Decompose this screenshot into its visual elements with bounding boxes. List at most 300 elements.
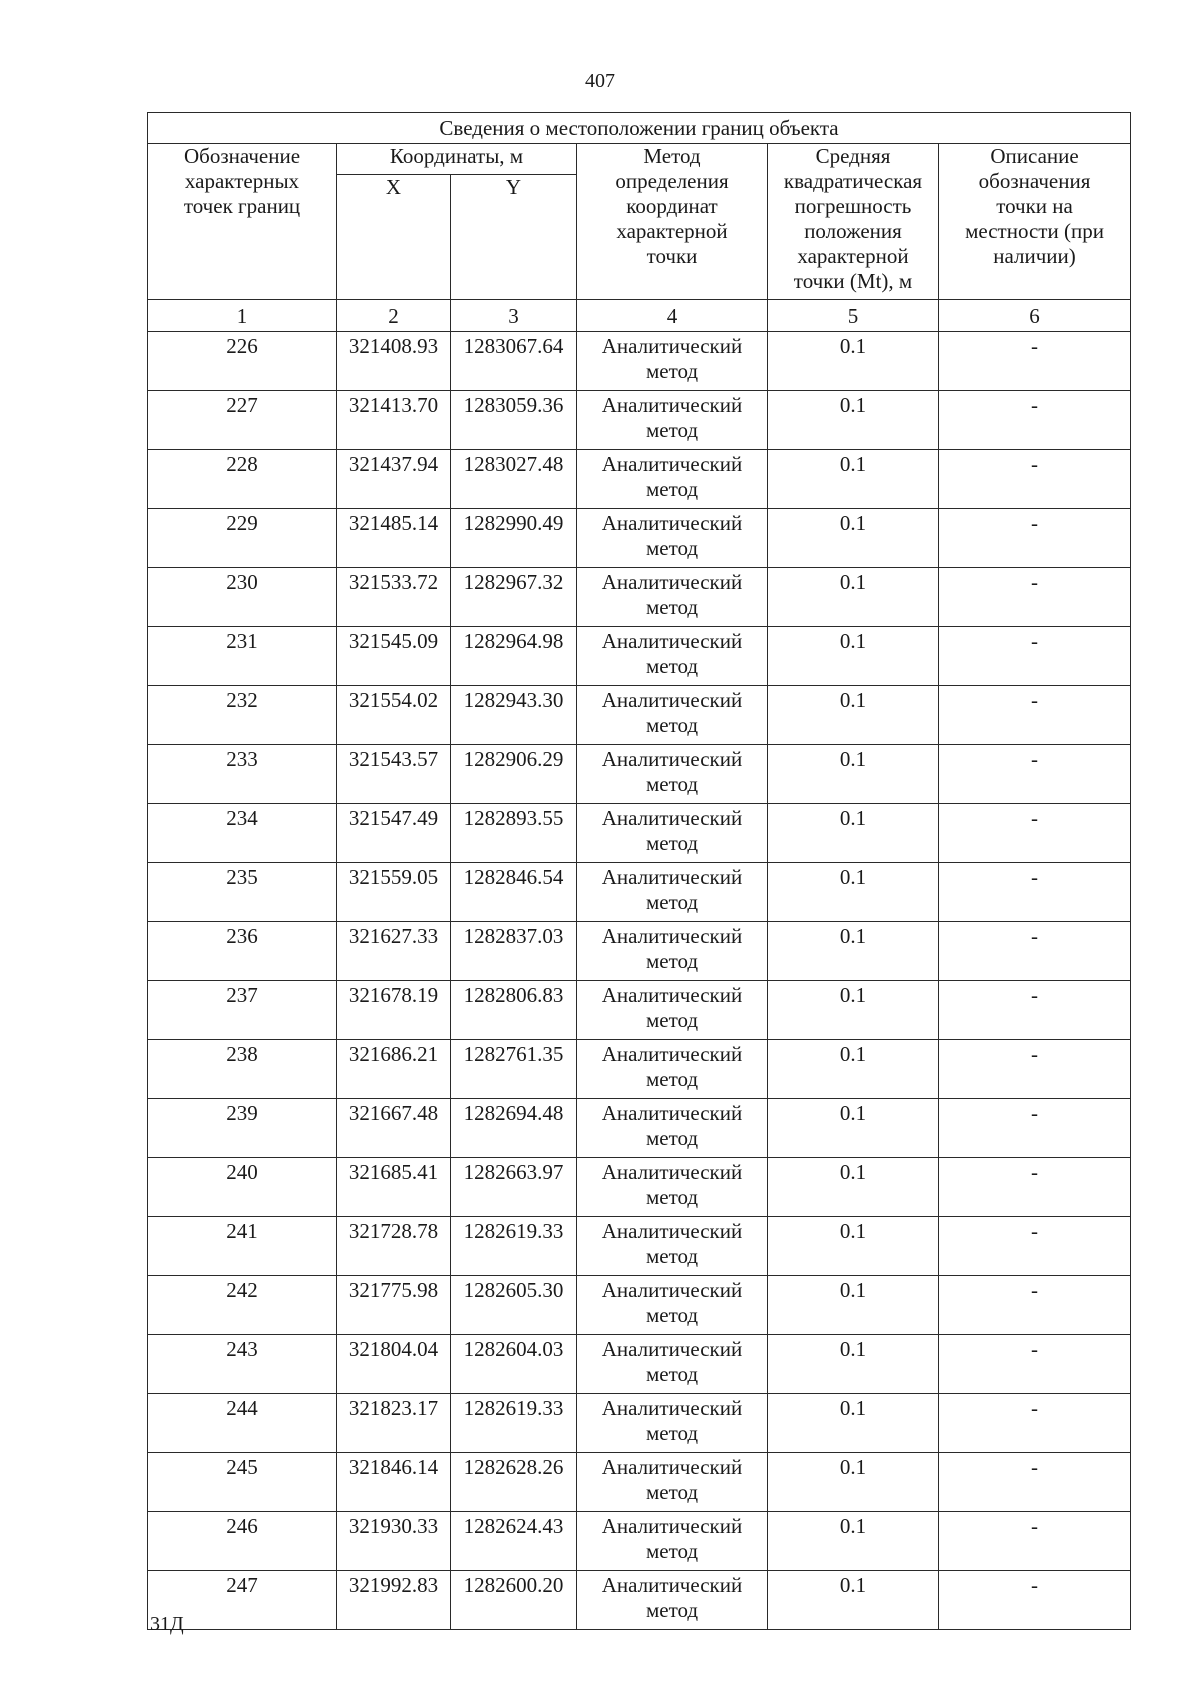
- table-row: [148, 745, 1131, 804]
- header-y: Y: [451, 175, 577, 300]
- cell-method-text: Аналитический метод: [601, 393, 743, 442]
- cell-method-text: Аналитический метод: [601, 1573, 743, 1622]
- cell-x-text: 321804.04: [348, 1337, 439, 1361]
- cell-point: [148, 509, 337, 568]
- cell-error-text: 0.1: [839, 688, 867, 712]
- cell-error: [768, 450, 939, 509]
- cell-y: [451, 568, 577, 627]
- cell-description: [939, 391, 1131, 450]
- cell-description: [939, 1512, 1131, 1571]
- cell-description-text: -: [1031, 806, 1039, 830]
- cell-description: [939, 1217, 1131, 1276]
- cell-y: [451, 863, 577, 922]
- cell-point-text: 230: [226, 570, 258, 594]
- table-row: [148, 1158, 1131, 1217]
- cell-x: [337, 745, 451, 804]
- cell-point: [148, 391, 337, 450]
- cell-y: [451, 509, 577, 568]
- cell-x: [337, 1158, 451, 1217]
- cell-y: [451, 391, 577, 450]
- cell-error-text: 0.1: [839, 393, 867, 417]
- cell-point-text: 228: [226, 452, 258, 476]
- cell-y-text: 1282964.98: [463, 629, 564, 653]
- cell-error-text: 0.1: [839, 1101, 867, 1125]
- cell-x-text: 321485.14: [348, 511, 439, 535]
- header-error: [768, 144, 939, 300]
- cell-method: [577, 1217, 768, 1276]
- cell-error-text: 0.1: [839, 1278, 867, 1302]
- cell-point: [148, 981, 337, 1040]
- header-description-label: Описание обозначения точки на местности (при наличии): [965, 144, 1104, 268]
- table-row: [148, 804, 1131, 863]
- cell-method-text: Аналитический метод: [601, 1396, 743, 1445]
- cell-point: [148, 686, 337, 745]
- cell-description: [939, 1453, 1131, 1512]
- cell-description-text: -: [1031, 570, 1039, 594]
- cell-x: [337, 1394, 451, 1453]
- cell-x: [337, 627, 451, 686]
- boundary-coordinates-table: [147, 112, 1131, 1630]
- cell-description-text: -: [1031, 1042, 1039, 1066]
- table-row: [148, 1099, 1131, 1158]
- cell-method: [577, 686, 768, 745]
- column-number: 6: [939, 300, 1131, 332]
- table-row: [148, 1276, 1131, 1335]
- cell-x: [337, 1453, 451, 1512]
- cell-point-text: 244: [226, 1396, 258, 1420]
- cell-point: [148, 1217, 337, 1276]
- cell-y: [451, 1099, 577, 1158]
- cell-point-text: 241: [226, 1219, 258, 1243]
- cell-description-text: -: [1031, 629, 1039, 653]
- cell-x: [337, 922, 451, 981]
- cell-x: [337, 568, 451, 627]
- cell-description: [939, 922, 1131, 981]
- cell-description-text: -: [1031, 1101, 1039, 1125]
- header-description: [939, 144, 1131, 300]
- cell-error-text: 0.1: [839, 983, 867, 1007]
- cell-point: [148, 1394, 337, 1453]
- cell-point: [148, 568, 337, 627]
- cell-method-text: Аналитический метод: [601, 452, 743, 501]
- cell-y: [451, 804, 577, 863]
- cell-method: [577, 1394, 768, 1453]
- cell-x: [337, 1335, 451, 1394]
- cell-point-text: 232: [226, 688, 258, 712]
- cell-method: [577, 745, 768, 804]
- cell-error: [768, 1394, 939, 1453]
- cell-x: [337, 804, 451, 863]
- cell-error: [768, 686, 939, 745]
- cell-method: [577, 1453, 768, 1512]
- table-row: [148, 1217, 1131, 1276]
- table-row: [148, 509, 1131, 568]
- cell-method: [577, 568, 768, 627]
- cell-method: [577, 1040, 768, 1099]
- cell-description: [939, 686, 1131, 745]
- cell-error: [768, 1276, 939, 1335]
- page-number: 407: [585, 70, 615, 92]
- cell-y: [451, 1217, 577, 1276]
- cell-point-text: 246: [226, 1514, 258, 1538]
- cell-error: [768, 1335, 939, 1394]
- column-number: 3: [451, 300, 577, 332]
- cell-y: [451, 332, 577, 391]
- cell-point-text: 243: [226, 1337, 258, 1361]
- cell-x-text: 321545.09: [348, 629, 439, 653]
- header-x: X: [337, 175, 451, 300]
- cell-point: [148, 1158, 337, 1217]
- cell-y-text: 1282605.30: [463, 1278, 564, 1302]
- cell-y-text: 1283027.48: [463, 452, 564, 476]
- cell-point: [148, 450, 337, 509]
- cell-description-text: -: [1031, 1160, 1039, 1184]
- header-error-label: Средняя квадратическая погрешность положения характерной точки (Mt), м: [783, 144, 923, 293]
- cell-point: [148, 1276, 337, 1335]
- cell-method: [577, 332, 768, 391]
- cell-x-text: 321533.72: [348, 570, 439, 594]
- cell-point: [148, 745, 337, 804]
- cell-y: [451, 627, 577, 686]
- header-method-label: Метод определения координат характерной точки: [615, 144, 729, 268]
- cell-method-text: Аналитический метод: [601, 1337, 743, 1386]
- header-coords: Координаты, м: [337, 144, 577, 175]
- cell-y-text: 1283067.64: [463, 334, 564, 358]
- cell-description: [939, 981, 1131, 1040]
- cell-y-text: 1282663.97: [463, 1160, 564, 1184]
- table-row: [148, 1453, 1131, 1512]
- cell-method-text: Аналитический метод: [601, 629, 743, 678]
- cell-x-text: 321930.33: [348, 1514, 439, 1538]
- cell-method: [577, 981, 768, 1040]
- cell-method-text: Аналитический метод: [601, 1514, 743, 1563]
- cell-error: [768, 981, 939, 1040]
- cell-description: [939, 1158, 1131, 1217]
- table-row: [148, 450, 1131, 509]
- cell-error: [768, 1099, 939, 1158]
- cell-point-text: 229: [226, 511, 258, 535]
- cell-x-text: 321685.41: [348, 1160, 439, 1184]
- cell-x-text: 321678.19: [348, 983, 439, 1007]
- cell-y-text: 1282604.03: [463, 1337, 564, 1361]
- cell-description: [939, 627, 1131, 686]
- cell-y-text: 1282628.26: [463, 1455, 564, 1479]
- cell-method: [577, 450, 768, 509]
- table-row: [148, 922, 1131, 981]
- footer-code: 31Д: [150, 1613, 184, 1635]
- cell-x-text: 321554.02: [348, 688, 439, 712]
- cell-y-text: 1282943.30: [463, 688, 564, 712]
- cell-point-text: 245: [226, 1455, 258, 1479]
- cell-x-text: 321627.33: [348, 924, 439, 948]
- cell-description: [939, 1276, 1131, 1335]
- cell-description-text: -: [1031, 924, 1039, 948]
- cell-error: [768, 1512, 939, 1571]
- cell-point-text: 235: [226, 865, 258, 889]
- cell-x: [337, 981, 451, 1040]
- cell-description-text: -: [1031, 1337, 1039, 1361]
- cell-y-text: 1282906.29: [463, 747, 564, 771]
- cell-error-text: 0.1: [839, 570, 867, 594]
- column-number: 1: [148, 300, 337, 332]
- cell-x: [337, 1512, 451, 1571]
- cell-x-text: 321686.21: [348, 1042, 439, 1066]
- cell-method-text: Аналитический метод: [601, 334, 743, 383]
- cell-description-text: -: [1031, 1219, 1039, 1243]
- cell-point: [148, 332, 337, 391]
- cell-y-text: 1282806.83: [463, 983, 564, 1007]
- cell-error-text: 0.1: [839, 747, 867, 771]
- cell-method-text: Аналитический метод: [601, 570, 743, 619]
- cell-point-text: 227: [226, 393, 258, 417]
- cell-x: [337, 1276, 451, 1335]
- cell-y-text: 1282837.03: [463, 924, 564, 948]
- cell-method: [577, 627, 768, 686]
- cell-description-text: -: [1031, 1514, 1039, 1538]
- cell-x-text: 321846.14: [348, 1455, 439, 1479]
- cell-point-text: 239: [226, 1101, 258, 1125]
- cell-point-text: 238: [226, 1042, 258, 1066]
- cell-y-text: 1282619.33: [463, 1396, 564, 1420]
- column-number: 5: [768, 300, 939, 332]
- cell-point: [148, 627, 337, 686]
- cell-method: [577, 1158, 768, 1217]
- cell-description: [939, 1099, 1131, 1158]
- cell-x-text: 321547.49: [348, 806, 439, 830]
- cell-error: [768, 1453, 939, 1512]
- cell-y: [451, 1276, 577, 1335]
- cell-description-text: -: [1031, 1278, 1039, 1302]
- cell-error-text: 0.1: [839, 1514, 867, 1538]
- cell-point-text: 226: [226, 334, 258, 358]
- cell-x: [337, 863, 451, 922]
- cell-error: [768, 568, 939, 627]
- cell-description: [939, 745, 1131, 804]
- cell-y: [451, 922, 577, 981]
- cell-y: [451, 1571, 577, 1630]
- cell-description: [939, 1335, 1131, 1394]
- cell-error: [768, 1158, 939, 1217]
- cell-description-text: -: [1031, 865, 1039, 889]
- cell-y: [451, 1335, 577, 1394]
- table-row: [148, 568, 1131, 627]
- cell-x-text: 321543.57: [348, 747, 439, 771]
- cell-error: [768, 922, 939, 981]
- cell-method: [577, 922, 768, 981]
- cell-error-text: 0.1: [839, 806, 867, 830]
- cell-point: [148, 1099, 337, 1158]
- cell-point-text: 231: [226, 629, 258, 653]
- cell-error-text: 0.1: [839, 1455, 867, 1479]
- table-row: [148, 1571, 1131, 1630]
- cell-method-text: Аналитический метод: [601, 1455, 743, 1504]
- column-number: 2: [337, 300, 451, 332]
- cell-method: [577, 1099, 768, 1158]
- cell-point: [148, 1335, 337, 1394]
- table-row: [148, 686, 1131, 745]
- cell-y: [451, 686, 577, 745]
- cell-point-text: 233: [226, 747, 258, 771]
- cell-error-text: 0.1: [839, 1160, 867, 1184]
- cell-x-text: 321992.83: [348, 1573, 439, 1597]
- cell-y-text: 1282624.43: [463, 1514, 564, 1538]
- cell-point-text: 247: [226, 1573, 258, 1597]
- cell-x: [337, 450, 451, 509]
- cell-method-text: Аналитический метод: [601, 1042, 743, 1091]
- cell-method-text: Аналитический метод: [601, 806, 743, 855]
- cell-error-text: 0.1: [839, 1219, 867, 1243]
- cell-point-text: 234: [226, 806, 258, 830]
- cell-error: [768, 627, 939, 686]
- cell-point: [148, 922, 337, 981]
- cell-error: [768, 1217, 939, 1276]
- header-method: [577, 144, 768, 300]
- cell-description: [939, 450, 1131, 509]
- cell-description-text: -: [1031, 393, 1039, 417]
- cell-error-text: 0.1: [839, 1396, 867, 1420]
- cell-method-text: Аналитический метод: [601, 924, 743, 973]
- cell-point-text: 242: [226, 1278, 258, 1302]
- cell-x: [337, 1040, 451, 1099]
- table-row: [148, 1335, 1131, 1394]
- cell-y-text: 1282600.20: [463, 1573, 564, 1597]
- cell-description: [939, 332, 1131, 391]
- cell-method-text: Аналитический метод: [601, 1219, 743, 1268]
- cell-description-text: -: [1031, 452, 1039, 476]
- cell-method: [577, 1335, 768, 1394]
- column-number: 4: [577, 300, 768, 332]
- cell-method-text: Аналитический метод: [601, 1278, 743, 1327]
- cell-method-text: Аналитический метод: [601, 1160, 743, 1209]
- table-row: [148, 981, 1131, 1040]
- cell-error-text: 0.1: [839, 334, 867, 358]
- cell-description: [939, 568, 1131, 627]
- table-row: [148, 332, 1131, 391]
- cell-point-text: 236: [226, 924, 258, 948]
- table-row: [148, 1512, 1131, 1571]
- cell-error-text: 0.1: [839, 1337, 867, 1361]
- cell-method: [577, 863, 768, 922]
- cell-x-text: 321667.48: [348, 1101, 439, 1125]
- cell-x: [337, 1099, 451, 1158]
- cell-description-text: -: [1031, 1455, 1039, 1479]
- cell-point: [148, 1453, 337, 1512]
- cell-error: [768, 391, 939, 450]
- cell-method-text: Аналитический метод: [601, 747, 743, 796]
- cell-description: [939, 1040, 1131, 1099]
- cell-x-text: 321728.78: [348, 1219, 439, 1243]
- cell-y-text: 1282893.55: [463, 806, 564, 830]
- cell-x-text: 321437.94: [348, 452, 439, 476]
- cell-method-text: Аналитический метод: [601, 688, 743, 737]
- cell-y: [451, 1394, 577, 1453]
- cell-y: [451, 450, 577, 509]
- cell-x-text: 321823.17: [348, 1396, 439, 1420]
- table-title: Сведения о местоположении границ объекта: [148, 113, 1131, 144]
- cell-error: [768, 863, 939, 922]
- cell-y: [451, 1158, 577, 1217]
- cell-method: [577, 804, 768, 863]
- cell-y-text: 1282967.32: [463, 570, 564, 594]
- cell-point-text: 237: [226, 983, 258, 1007]
- cell-method: [577, 509, 768, 568]
- cell-error-text: 0.1: [839, 452, 867, 476]
- cell-description-text: -: [1031, 688, 1039, 712]
- cell-description: [939, 509, 1131, 568]
- cell-error: [768, 509, 939, 568]
- cell-y: [451, 1512, 577, 1571]
- cell-y: [451, 1453, 577, 1512]
- cell-error-text: 0.1: [839, 1573, 867, 1597]
- cell-y: [451, 745, 577, 804]
- table-row: [148, 391, 1131, 450]
- cell-x: [337, 1217, 451, 1276]
- cell-method: [577, 1276, 768, 1335]
- table-row: [148, 627, 1131, 686]
- cell-y-text: 1282990.49: [463, 511, 564, 535]
- cell-description: [939, 1394, 1131, 1453]
- cell-description-text: -: [1031, 983, 1039, 1007]
- cell-x: [337, 391, 451, 450]
- cell-description-text: -: [1031, 334, 1039, 358]
- cell-method: [577, 1512, 768, 1571]
- cell-point: [148, 804, 337, 863]
- cell-method: [577, 1571, 768, 1630]
- cell-error: [768, 332, 939, 391]
- cell-description-text: -: [1031, 511, 1039, 535]
- cell-x-text: 321775.98: [348, 1278, 439, 1302]
- cell-y-text: 1282761.35: [463, 1042, 564, 1066]
- cell-x: [337, 1571, 451, 1630]
- cell-y-text: 1283059.36: [463, 393, 564, 417]
- header-point-label: Обозначение характерных точек границ: [183, 144, 301, 218]
- cell-description: [939, 863, 1131, 922]
- table-row: [148, 1394, 1131, 1453]
- cell-x-text: 321559.05: [348, 865, 439, 889]
- cell-description: [939, 804, 1131, 863]
- column-number-row: [148, 300, 1131, 332]
- cell-point-text: 240: [226, 1160, 258, 1184]
- cell-y-text: 1282619.33: [463, 1219, 564, 1243]
- cell-x: [337, 686, 451, 745]
- cell-error-text: 0.1: [839, 1042, 867, 1066]
- cell-method-text: Аналитический метод: [601, 865, 743, 914]
- cell-description: [939, 1571, 1131, 1630]
- cell-description-text: -: [1031, 1573, 1039, 1597]
- table-row: [148, 863, 1131, 922]
- cell-description-text: -: [1031, 747, 1039, 771]
- cell-x: [337, 332, 451, 391]
- cell-y: [451, 1040, 577, 1099]
- cell-description-text: -: [1031, 1396, 1039, 1420]
- cell-y-text: 1282846.54: [463, 865, 564, 889]
- cell-error: [768, 1571, 939, 1630]
- cell-method: [577, 391, 768, 450]
- cell-method-text: Аналитический метод: [601, 1101, 743, 1150]
- cell-error-text: 0.1: [839, 924, 867, 948]
- cell-y-text: 1282694.48: [463, 1101, 564, 1125]
- cell-x-text: 321413.70: [348, 393, 439, 417]
- cell-method-text: Аналитический метод: [601, 983, 743, 1032]
- header-point: [148, 144, 337, 300]
- cell-y: [451, 981, 577, 1040]
- cell-point: [148, 863, 337, 922]
- cell-x-text: 321408.93: [348, 334, 439, 358]
- cell-point: [148, 1512, 337, 1571]
- cell-error: [768, 804, 939, 863]
- cell-x: [337, 509, 451, 568]
- cell-point: [148, 1040, 337, 1099]
